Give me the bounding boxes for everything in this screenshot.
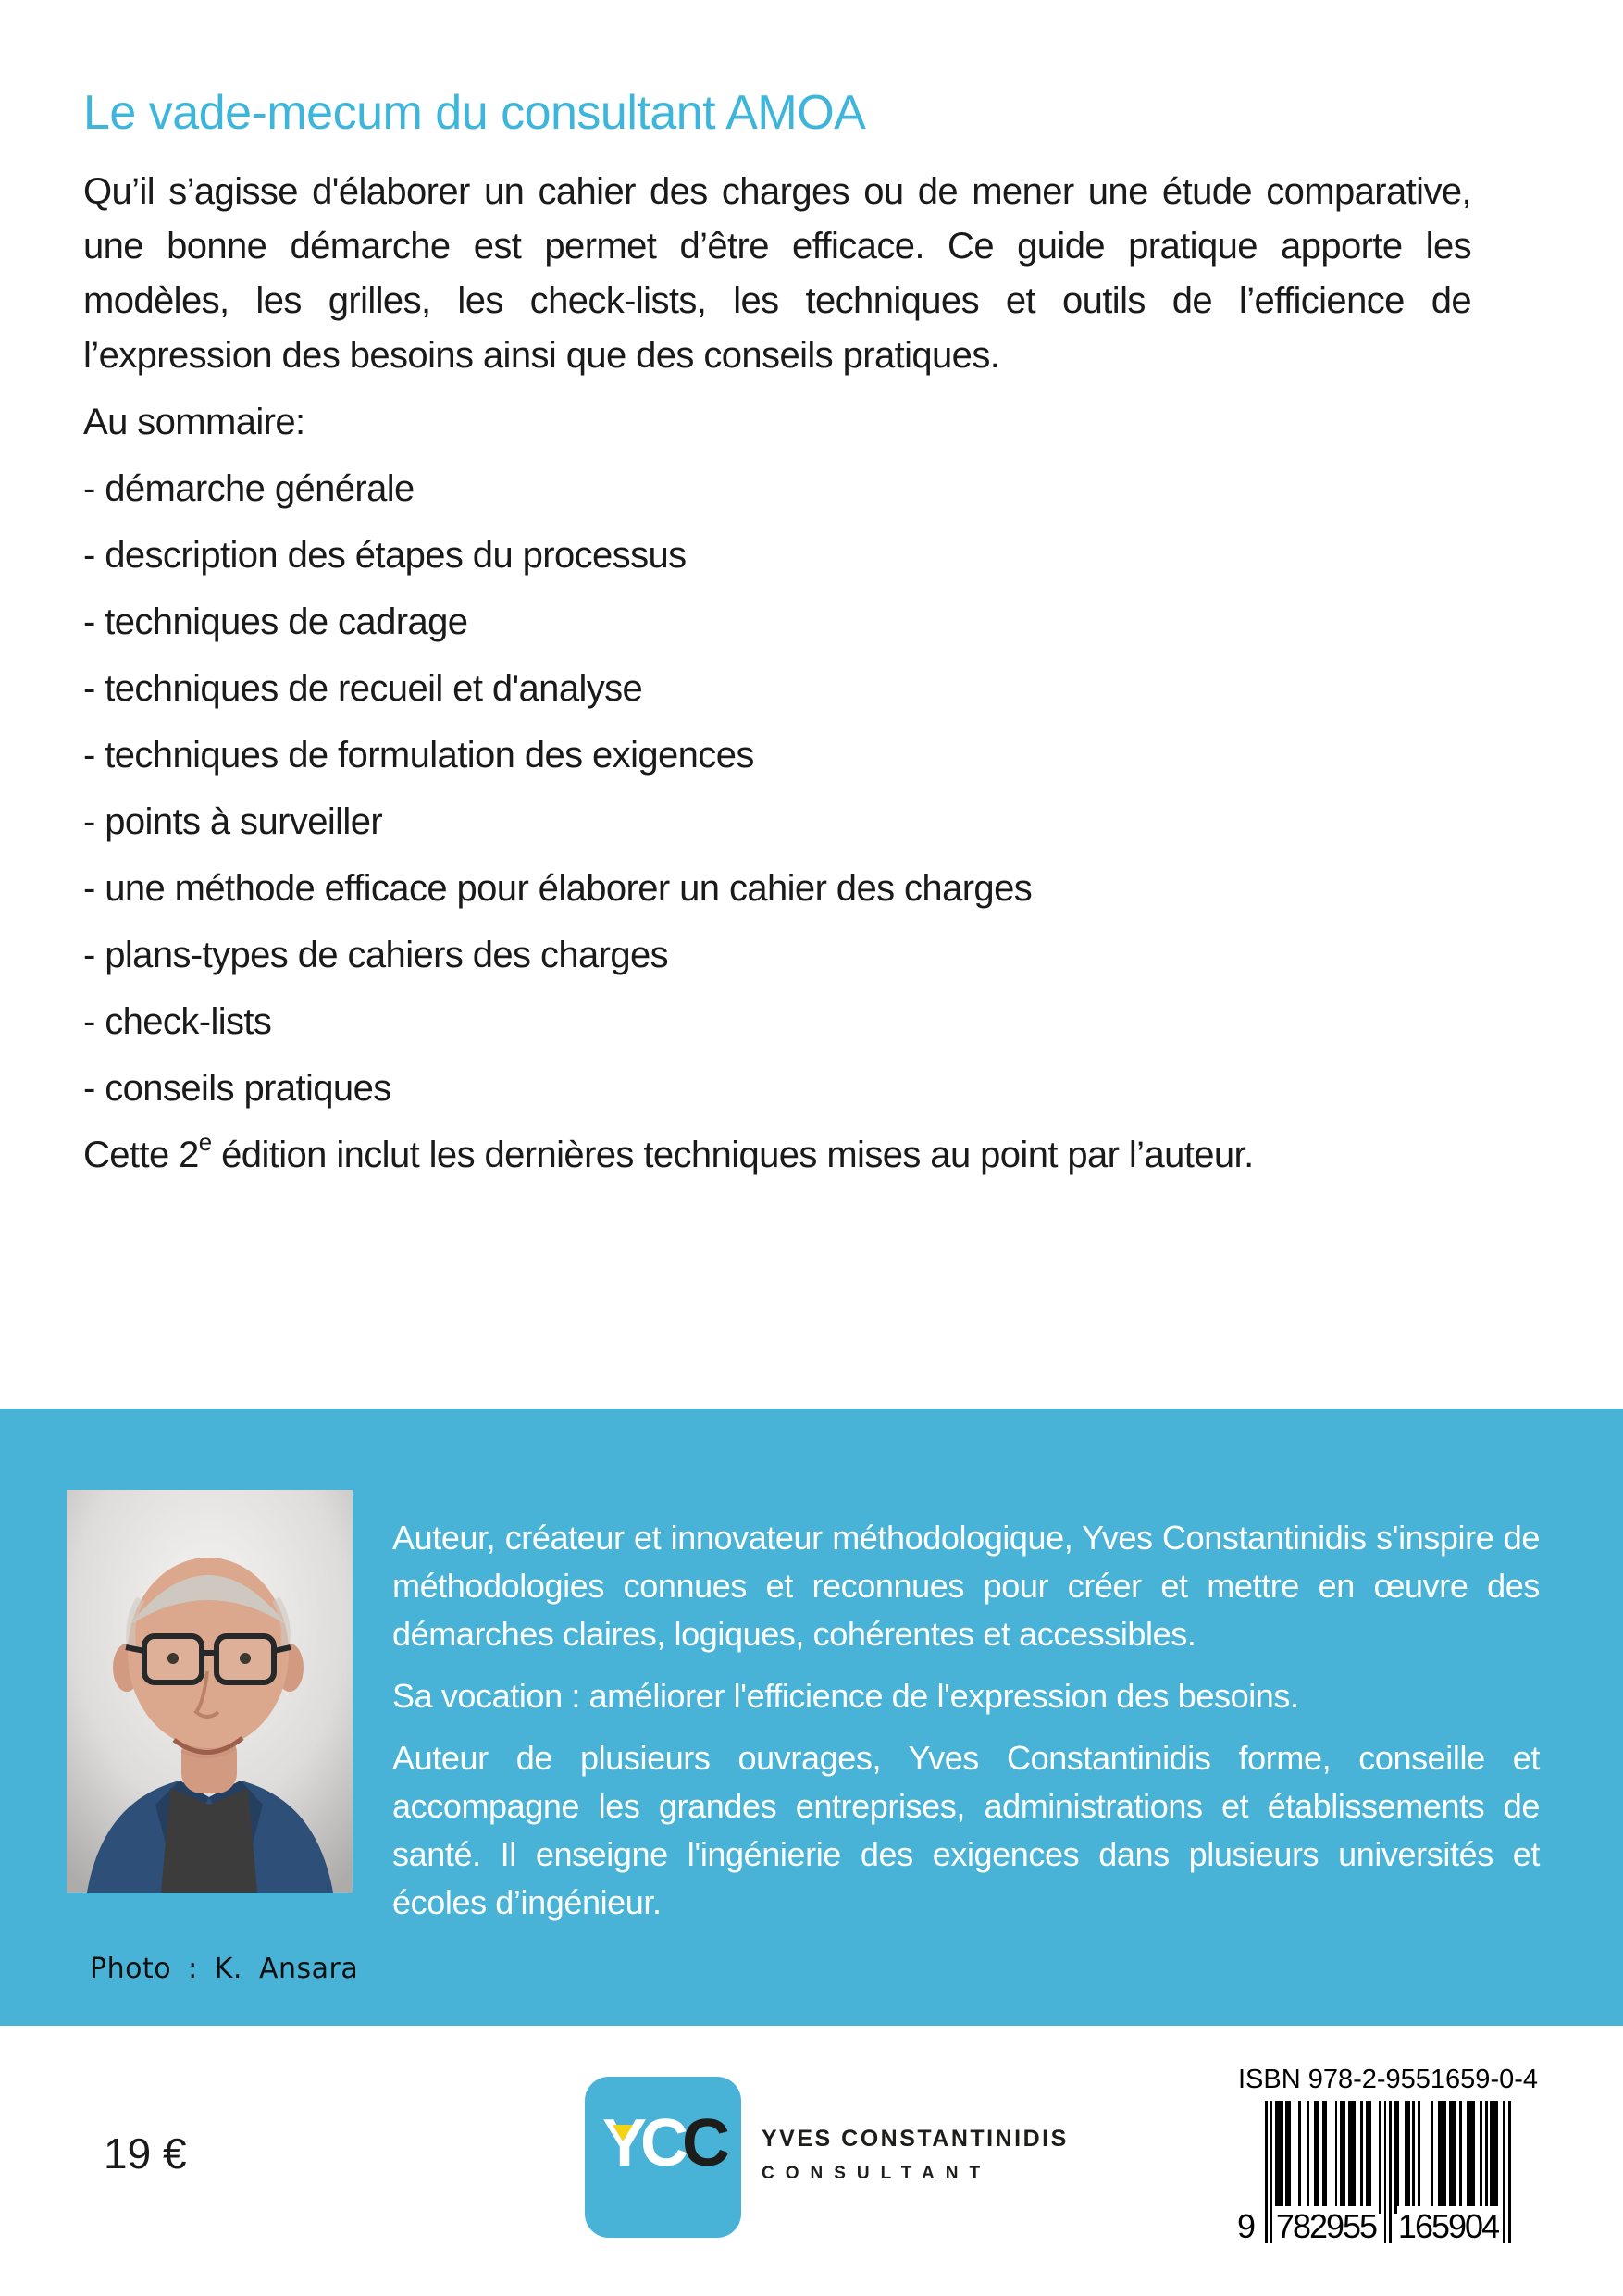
- logo-letter-c1: C: [640, 2106, 683, 2180]
- author-bio: [392, 1514, 1540, 1941]
- photo-credit: Photo : K. Ansara: [90, 1953, 359, 1985]
- edition-note: [83, 1128, 1471, 1183]
- logo-yellow-triangle-icon: [613, 2125, 633, 2141]
- logo-letter-c2: C: [682, 2106, 725, 2180]
- summary-item: - techniques de cadrage: [83, 602, 468, 642]
- barcode-digit-group2: 165904: [1397, 2207, 1499, 2245]
- summary-item: - une méthode efficace pour élaborer un cahier des charges: [83, 868, 1033, 909]
- author-band: [0, 1409, 1623, 2026]
- ycc-logo: [585, 2077, 741, 2238]
- bio-paragraph: Auteur, créateur et innovateur méthodologique, Yves Constantinidis s'inspire de méthodologies connues et reconnues pour créer et mettre en œuvre des démarches claires, logiques, cohérentes et accessibles.: [392, 1519, 1540, 1653]
- summary-item: - conseils pratiques: [83, 1068, 391, 1109]
- summary-item: - check-lists: [83, 1001, 272, 1042]
- isbn-block: [1231, 2065, 1545, 2267]
- ean13-barcode: [1237, 2101, 1511, 2267]
- summary-heading: Au sommaire:: [83, 402, 305, 442]
- summary-item: - description des étapes du processus: [83, 535, 687, 576]
- price-label: 19 €: [104, 2129, 187, 2178]
- summary-item: - plans-types de cahiers des charges: [83, 935, 669, 975]
- bio-paragraph: Sa vocation : améliorer l'efficience de l'expression des besoins.: [392, 1677, 1299, 1715]
- publisher-name: YVES CONSTANTINIDIS: [762, 2126, 1069, 2152]
- summary-item: - techniques de formulation des exigences: [83, 735, 754, 776]
- page-title: Le vade-mecum du consultant AMOA: [83, 86, 866, 140]
- author-photo: [67, 1490, 353, 1893]
- barcode-digit-group1: 782955: [1275, 2207, 1377, 2245]
- isbn-label: ISBN 978-2-9551659-0-4: [1237, 2065, 1539, 2094]
- ycc-logo-letters: [585, 2106, 741, 2180]
- edition-note-rest: édition inclut les dernières techniques mises au point par l’auteur.: [211, 1135, 1254, 1175]
- bio-paragraph: Auteur de plusieurs ouvrages, Yves Constantinidis forme, conseille et accompagne les grandes entreprises, administrations et établissements de santé. Il enseigne l'ingénierie des exigences dans plusieurs universités et écoles d’ingénieur.: [392, 1739, 1540, 1921]
- summary-section: [83, 85, 1471, 1183]
- edition-superscript: e: [198, 1127, 212, 1156]
- logo-letter-y: Y: [601, 2106, 641, 2180]
- summary-item: - techniques de recueil et d'analyse: [83, 668, 643, 709]
- publisher-lockup: [762, 2126, 1069, 2184]
- intro-paragraph: Qu’il s’agisse d'élaborer un cahier des charges ou de mener une étude comparative, une bonne démarche est permet d’être efficace. Ce guide pratique apporte les modèles, les grilles, les check-lists, les techniques et outils de l’efficience de l’expression des besoins ainsi que des conseils pratiques.: [83, 171, 1471, 376]
- summary-item: - démarche générale: [83, 468, 415, 509]
- barcode-digit-first: 9: [1237, 2207, 1255, 2245]
- summary-item: - points à surveiller: [83, 801, 383, 842]
- publisher-role: CONSULTANT: [762, 2164, 992, 2183]
- edition-note-text: Cette 2: [83, 1135, 199, 1175]
